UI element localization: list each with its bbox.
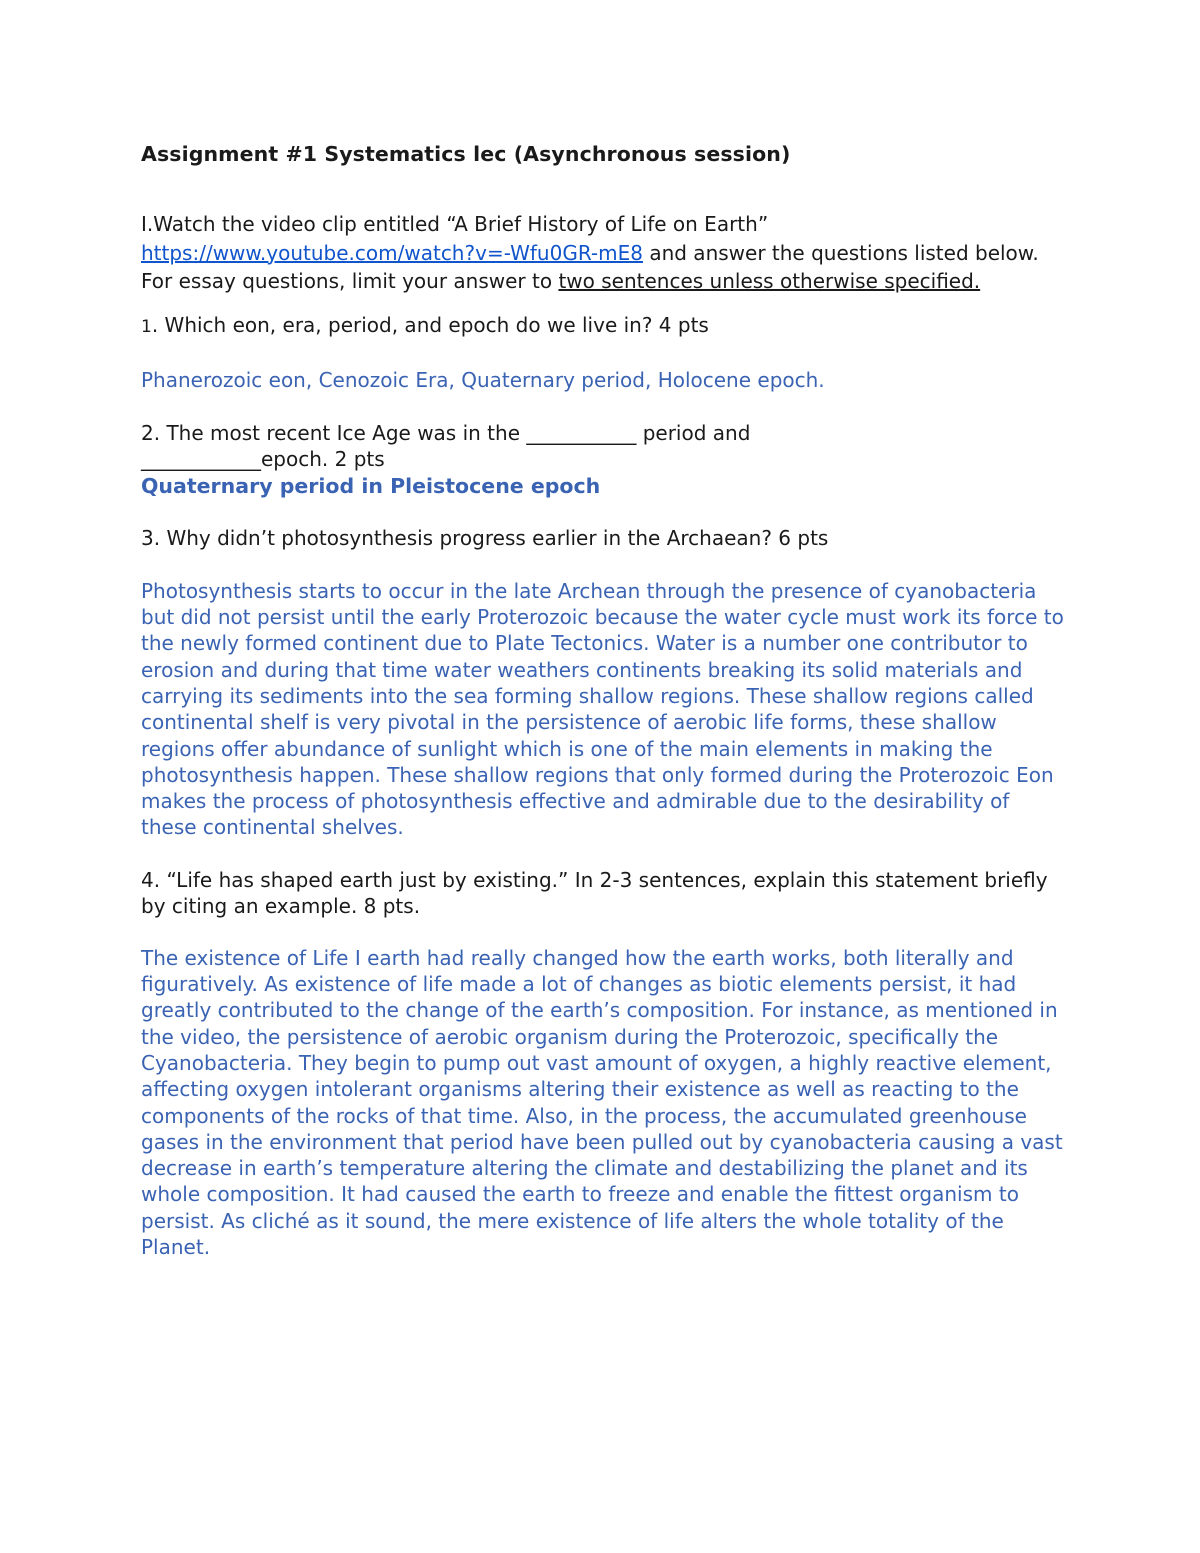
instructions-middle: and answer the questions listed below. For essay questions, limit your answer to [141,240,1039,293]
instructions-underlined: two sentences unless otherwise specified. [558,269,981,293]
page-title: Assignment #1 Systematics lec (Asynchronous session) [141,142,791,166]
answer-4: The existence of Life I earth had really changed how the earth works, both literally and figuratively. As existence of life made a lot of changes as biotic elements persist, it had greatly contributed to the change of the earth’s composition. For instance, as mentioned in the video, the persistence of aerobic organism during the Proterozoic, specifically the Cyanobacteria. They begin to pump out vast amount of oxygen, a highly reactive element, affecting oxygen intolerant organisms altering their existence as well as reacting to the components of the rocks of that time. Also, in the process, the accumulated greenhouse gases in the environment that period have been pulled out by cyanobacteria causing a vast decrease in earth’s temperature altering the climate and destabilizing the planet and its whole composition. It had caused the earth to freeze and enable the fittest organism to persist. As cliché as it sound, the mere existence of life alters the whole totality of the Planet. [141,945,1063,1260]
question-1-text: . Which eon, era, period, and epoch do we live in? 4 pts [151,312,709,337]
question-2-line-1: 2. The most recent Ice Age was in the ___________ period and [141,420,751,445]
answer-2: Quaternary period in Pleistocene epoch [141,473,601,498]
question-2-line-2: ____________epoch. 2 pts [141,446,385,471]
question-2 [141,420,1071,472]
question-1 [141,312,1071,340]
question-1-number: 1 [141,316,152,337]
question-4: 4. “Life has shaped earth just by existing.” In 2-3 sentences, explain this statement briefly by citing an example. 8 pts. [141,867,1048,918]
question-3: 3. Why didn’t photosynthesis progress earlier in the Archaean? 6 pts [141,525,829,550]
video-link[interactable]: https://www.youtube.com/watch?v=-Wfu0GR-mE8 [141,240,643,265]
answer-1: Phanerozoic eon, Cenozoic Era, Quaternary period, Holocene epoch. [141,367,825,392]
instructions-paragraph [141,210,1071,296]
document-page [141,138,1071,1260]
answer-3: Photosynthesis starts to occur in the late Archean through the presence of cyanobacteria but did not persist until the early Proterozoic because the water cycle must work its force to the newly formed continent due to Plate Tectonics. Water is a number one contributor to erosion and during that time water weathers continents breaking its solid materials and carrying its sediments into the sea forming shallow regions. These shallow regions called continental shelf is very pivotal in the persistence of aerobic life forms, these shallow regions offer abundance of sunlight which is one of the main elements in making the photosynthesis happen. These shallow regions that only formed during the Proterozoic Eon makes the process of photosynthesis effective and admirable due to the desirability of these continental shelves. [141,578,1064,840]
instructions-prefix: I.Watch the video clip entitled “A Brief History of Life on Earth” [141,212,769,236]
